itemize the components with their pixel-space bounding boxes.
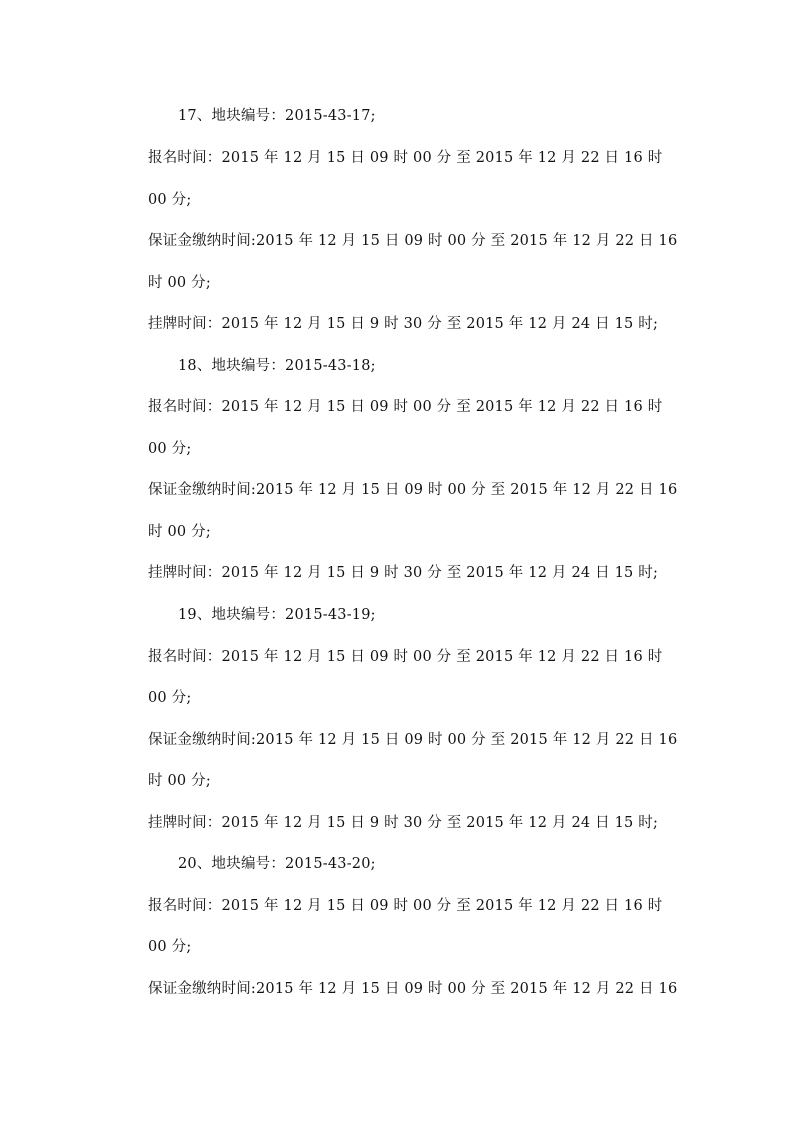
parcel-17-listing-time: 挂牌时间：2015 年 12 月 15 日 9 时 30 分 至 2015 年 12 月 24 日 15 时; bbox=[148, 316, 659, 332]
parcel-20-registration-time: 报名时间：2015 年 12 月 15 日 09 时 00 分 至 2015 年 12 月 22 日 16 时 bbox=[148, 898, 663, 914]
parcel-19-registration-time-cont: 00 分; bbox=[148, 690, 192, 706]
parcel-18-heading: 18、地块编号：2015-43-18; bbox=[178, 358, 376, 374]
parcel-17-deposit-time: 保证金缴纳时间:2015 年 12 月 15 日 09 时 00 分 至 2015 年 12 月 22 日 16 bbox=[148, 233, 678, 249]
parcel-17-registration-time: 报名时间：2015 年 12 月 15 日 09 时 00 分 至 2015 年 12 月 22 日 16 时 bbox=[148, 150, 663, 166]
parcel-19-deposit-time: 保证金缴纳时间:2015 年 12 月 15 日 09 时 00 分 至 2015 年 12 月 22 日 16 bbox=[148, 732, 678, 748]
parcel-18-registration-time: 报名时间：2015 年 12 月 15 日 09 时 00 分 至 2015 年 12 月 22 日 16 时 bbox=[148, 399, 663, 415]
parcel-19-heading: 19、地块编号：2015-43-19; bbox=[178, 607, 376, 623]
parcel-18-deposit-time: 保证金缴纳时间:2015 年 12 月 15 日 09 时 00 分 至 2015 年 12 月 22 日 16 bbox=[148, 482, 678, 498]
parcel-18-listing-time: 挂牌时间：2015 年 12 月 15 日 9 时 30 分 至 2015 年 12 月 24 日 15 时; bbox=[148, 565, 659, 581]
parcel-20-deposit-time: 保证金缴纳时间:2015 年 12 月 15 日 09 时 00 分 至 2015 年 12 月 22 日 16 bbox=[148, 981, 678, 997]
parcel-19-deposit-time-cont: 时 00 分; bbox=[148, 773, 211, 789]
parcel-17-heading: 17、地块编号：2015-43-17; bbox=[178, 108, 376, 124]
parcel-19-registration-time: 报名时间：2015 年 12 月 15 日 09 时 00 分 至 2015 年 12 月 22 日 16 时 bbox=[148, 649, 663, 665]
parcel-19-listing-time: 挂牌时间：2015 年 12 月 15 日 9 时 30 分 至 2015 年 12 月 24 日 15 时; bbox=[148, 815, 659, 831]
parcel-20-heading: 20、地块编号：2015-43-20; bbox=[178, 856, 376, 872]
parcel-17-deposit-time-cont: 时 00 分; bbox=[148, 275, 211, 291]
parcel-18-deposit-time-cont: 时 00 分; bbox=[148, 524, 211, 540]
parcel-20-registration-time-cont: 00 分; bbox=[148, 939, 192, 955]
parcel-17-registration-time-cont: 00 分; bbox=[148, 192, 192, 208]
parcel-18-registration-time-cont: 00 分; bbox=[148, 441, 192, 457]
